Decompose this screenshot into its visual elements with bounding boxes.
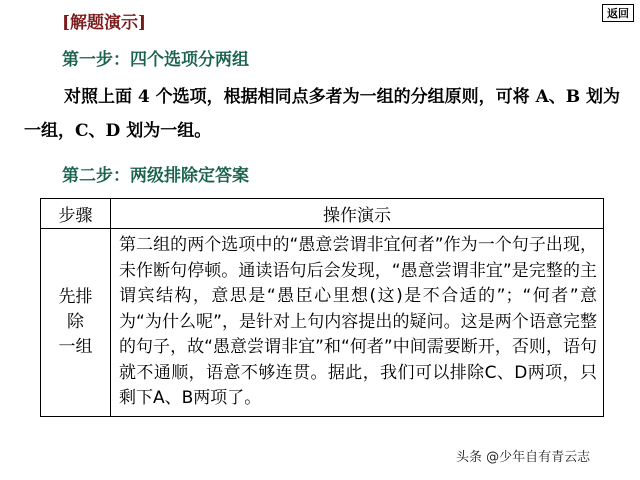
step1-heading: 第一步：四个选项分两组 [62, 50, 249, 70]
header-operation: 操作演示 [111, 199, 604, 229]
step-label-line: 先排 [58, 286, 93, 307]
table-row [41, 229, 604, 417]
table-header-row [41, 199, 604, 229]
section-title: [解题演示] [62, 13, 147, 33]
step-label-line: 除 [67, 311, 84, 332]
step2-heading: 第二步：两级排除定答案 [62, 166, 249, 186]
back-button[interactable]: 返回 [602, 4, 634, 22]
steps-table [40, 198, 604, 417]
step1-paragraph: 对照上面 4 个选项，根据相同点多者为一组的分组原则，可将 A、B 划为一组，C、D 划为一组。 [24, 87, 621, 141]
watermark: 头条 @少年自有青云志 [456, 450, 591, 465]
header-step: 步骤 [41, 199, 111, 229]
step-label-line: 一组 [58, 336, 93, 357]
step-label-cell [41, 229, 111, 417]
operation-text: 第二组的两个选项中的“愚意尝谓非宜何者”作为一个句子出现，未作断句停顿。通读语句后会发现，“愚意尝谓非宜”是完整的主谓宾结构，意思是“愚臣心里想(这)是不合适的”；“何者”意为“为什么呢”，是针对上句内容提出的疑问。这是两个语意完整的句子，故“愚意尝谓非宜”和“何者”中间需要断开，否则，语句就不通顺，语意不够连贯。据此，我们可以排除C、D两项，只剩下A、B两项了。 [111, 229, 604, 417]
